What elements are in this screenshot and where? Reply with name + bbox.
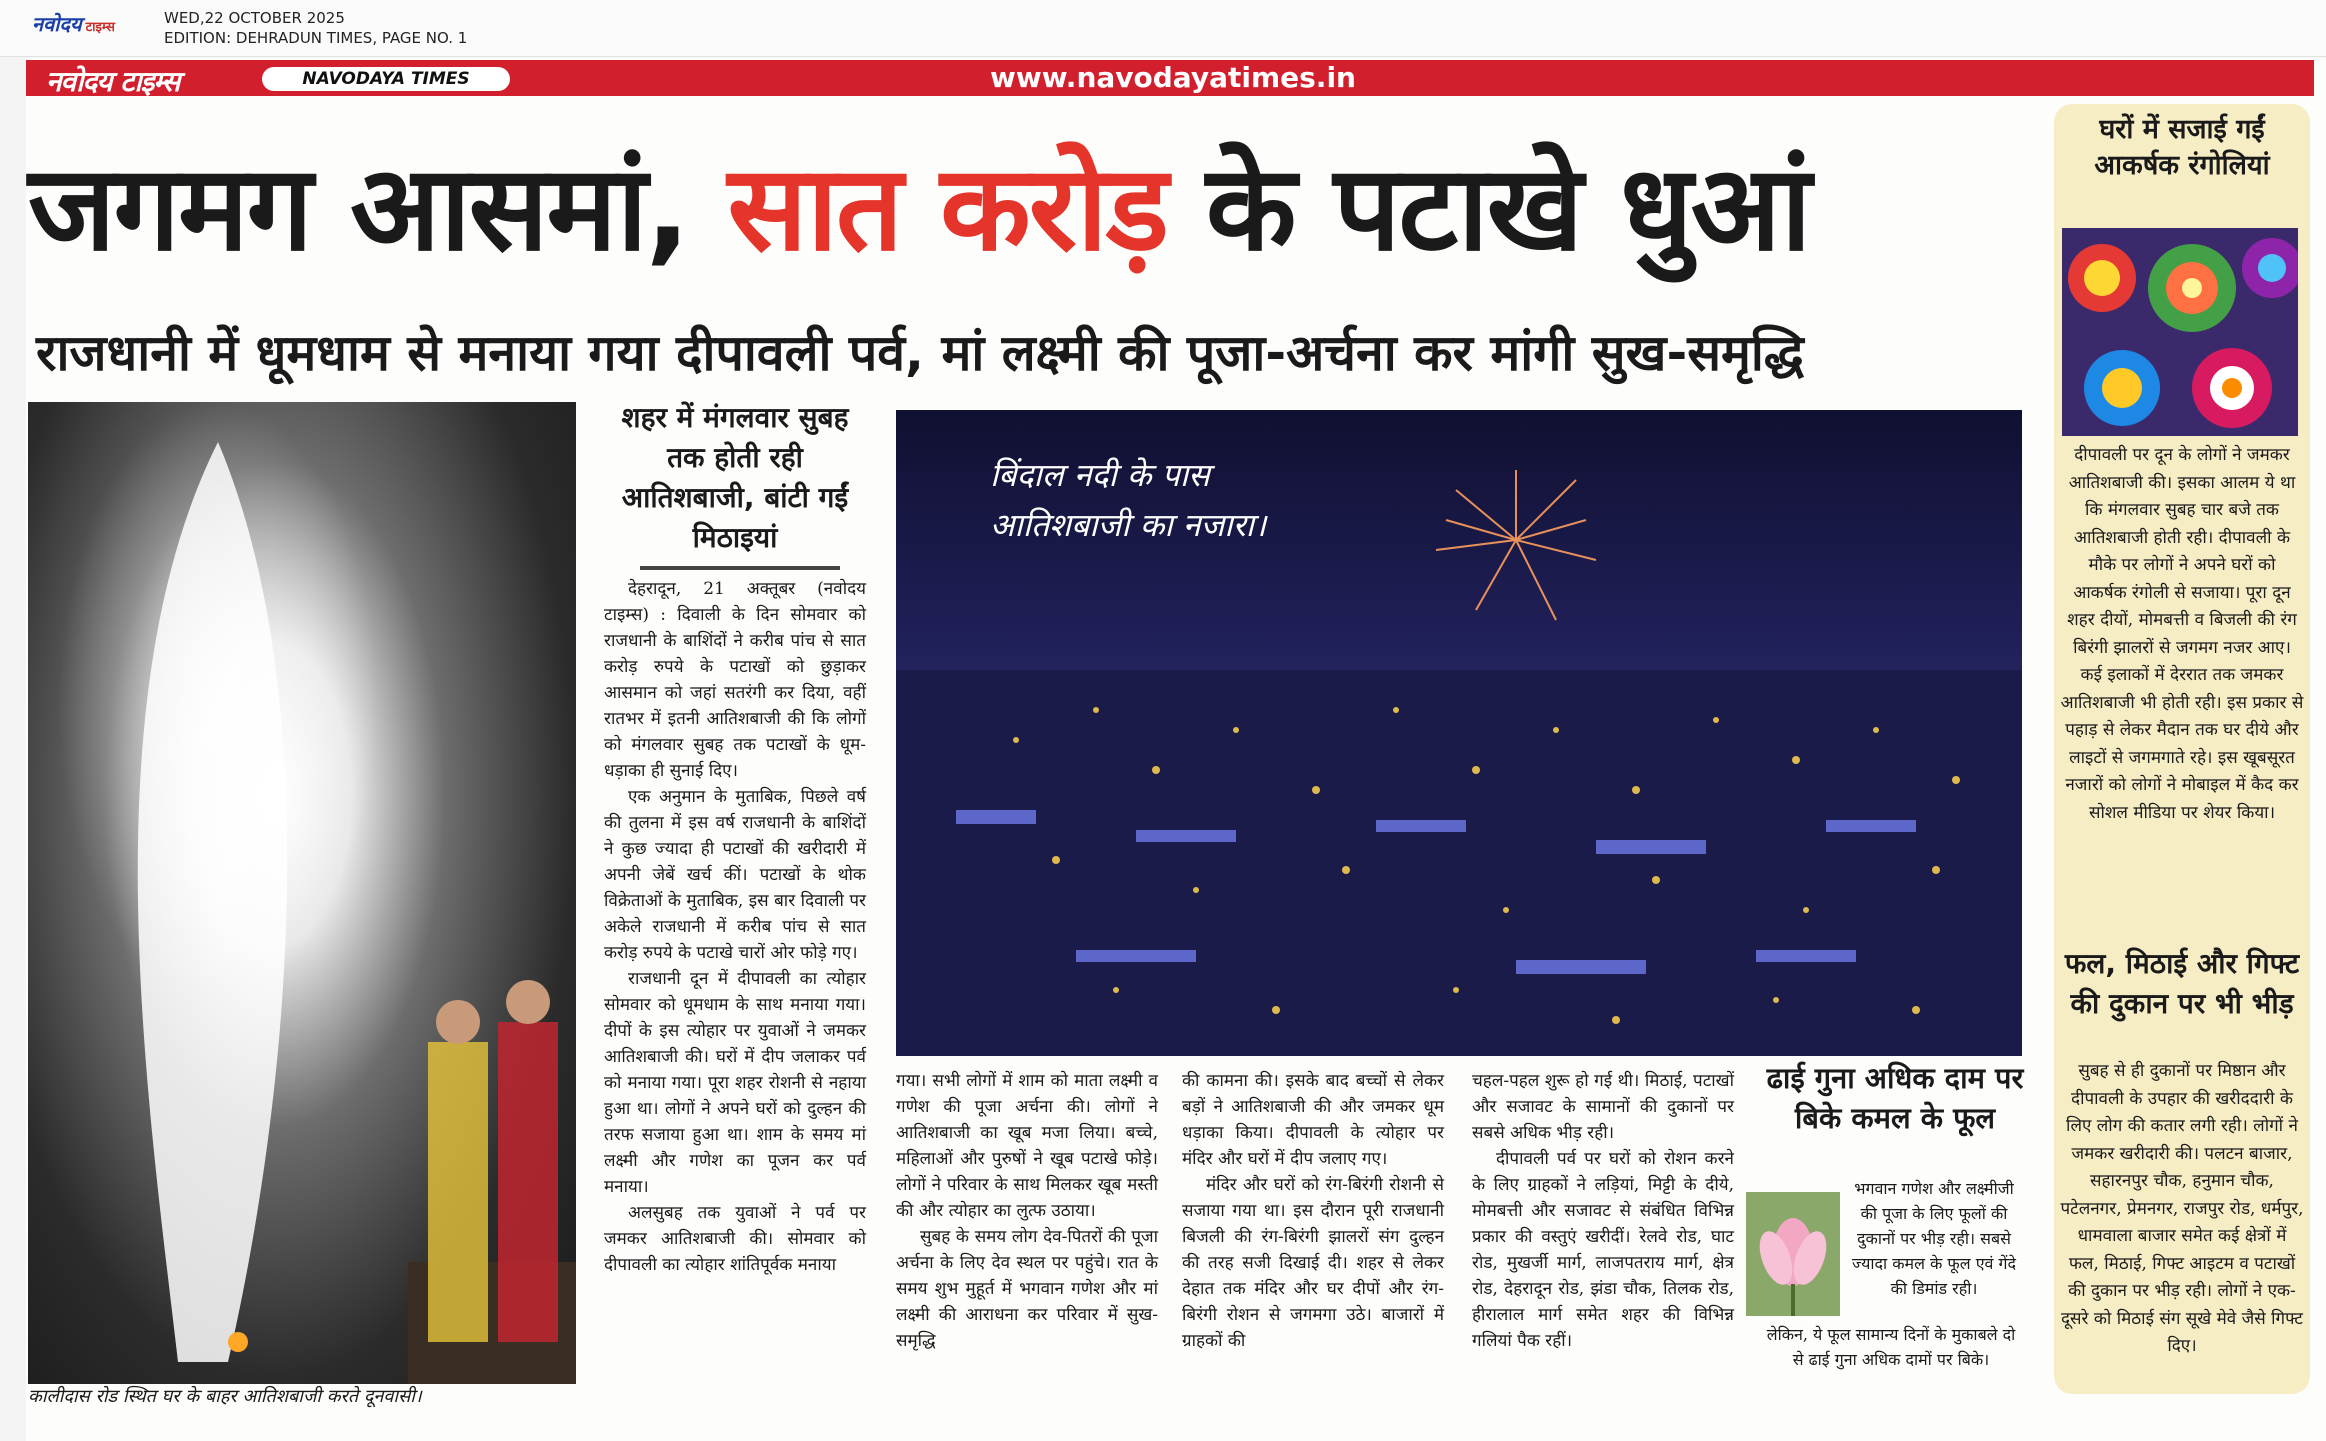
col3-paragraph-2: मंदिर और घरों को रंग-बिरंगी रोशनी से सजाया गया था। इस दौरान पूरी राजधानी बिजली की रंग-बिरंगी झालरों संग दुल्हन की तरह सजी दिखाई दी। शहर से लेकर देहात तक मंदिर और घर दीपों और रंग-बिरंगी रोशन से जगमगा उठे। बाजारों में ग्राहकों की: [1182, 1175, 1444, 1351]
edition-info: [164, 8, 467, 48]
headline-part1: जगमग आसमां,: [28, 139, 689, 277]
sub-headline: राजधानी में धूमधाम से मनाया गया दीपावली पर्व, मां लक्ष्मी की पूजा-अर्चना कर मांगी सुख-समृद्धि: [36, 324, 1804, 382]
sidebar-heading-rangoli: घरों में सजाई गईं आकर्षक रंगोलियां: [2094, 114, 2270, 181]
story-heading: शहर में मंगलवार सुबह तक होती रही आतिशबाजी, बांटी गईं मिठाइयां: [621, 401, 849, 554]
viewer-logo-text: नवोदय: [32, 12, 82, 36]
story-column-1: [604, 576, 866, 1278]
rangoli-graphic: [2062, 228, 2298, 436]
edition-date: WED,22 OCTOBER 2025: [164, 9, 345, 27]
lotus-flower-graphic: [1746, 1192, 1840, 1316]
viewer-logo-sub: टाइम्स: [85, 20, 115, 35]
sidebar-heading-shops: फल, मिठाई और गिफ्ट की दुकान पर भी भीड़: [2064, 947, 2300, 1020]
col4-paragraph-2: दीपावली पर्व पर घरों को रोशन करने के लिए ग्राहकों ने लड़ियां, मिट्टी के दीये, मोमबत्ती और सजावट से संबंधित विभिन्न प्रकार की वस्तुएं खरीदीं। रेलवे रोड, घाट रोड, मुखर्जी मार्ग, लाजपतराय मार्ग, क्षेत्र रोड, देहरादून रोड, झंडा चौक, तिलक रोड, हीरालाल मार्ग समेत शहर की विभिन्न गलियां पैक रहीं।: [1472, 1149, 1734, 1351]
rangoli-photo: [2062, 228, 2298, 436]
col3-paragraph-1: की कामना की। इसके बाद बच्चों से लेकर बड़ों ने आतिशबाजी की और जमकर धूम धड़ाका किया। दीपावली के त्योहार पर मंदिर और घरों में दीप जलाए गए।: [1182, 1071, 1444, 1169]
center-caption-line-2: आतिशबाजी का नजारा।: [990, 506, 1267, 544]
headline-red: सात करोड़: [727, 139, 1167, 277]
lotus-heading: ढाई गुना अधिक दाम पर बिके कमल के फूल: [1766, 1061, 2024, 1135]
col1-paragraph-4: अलसुबह तक युवाओं ने पर्व पर जमकर आतिशबाजी की। सोमवार को दीपावली का त्योहार शांतिपूर्वक मनाया: [604, 1203, 866, 1275]
lotus-text-1: भगवान गणेश और लक्ष्मीजी की पूजा के लिए फूलों की दुकानों पर भीड़ रही। सबसे ज्यादा कमल के फूल एवं गेंदे की डिमांड रही।: [1851, 1179, 2017, 1298]
col2-paragraph-1: गया। सभी लोगों में शाम को माता लक्ष्मी व गणेश की पूजा अर्चना की। लोगों ने आतिशबाजी का खूब मजा लिया। बच्चे, महिलाओं और पुरुषों ने खूब पटाखे फोड़े। लोगों ने परिवार के साथ मिलकर खूब मस्ती की और त्योहार का लुत्फ उठाया।: [896, 1071, 1158, 1221]
story-column-3: [1182, 1068, 1444, 1354]
headline-part2: के पटाखे धुआं: [1205, 139, 1810, 277]
col1-paragraph-2: एक अनुमान के मुताबिक, पिछले वर्ष की तुलना में इस वर्ष राजधानी के बाशिंदों ने कुछ ज्यादा ही पटाखों की खरीदारी में अपनी जेबें खर्च कीं। पटाखों के थोक विक्रेताओं के मुताबिक, इस बार दिवाली पर अकेले राजधानी में करीब पांच से सात करोड़ रुपये के पटाखे चारों ओर फोड़े गए।: [604, 787, 866, 963]
masthead-logo: नवोदय टाइम्स: [46, 65, 180, 98]
lotus-photo: [1746, 1192, 1840, 1316]
fireworks-photo-left: [28, 402, 576, 1384]
story-column-4: [1472, 1068, 1734, 1354]
story-heading-rule: [640, 566, 840, 570]
col1-paragraph-3: राजधानी दून में दीपावली का त्योहार सोमवार को धूमधाम के साथ मनाया गया। दीपों के इस त्योहार पर युवाओं ने जमकर आतिशबाजी की। घरों में दीप जलाकर पर्व को मनाया गया। पूरा शहर रोशनी से नहाया हुआ था। लोगों ने अपने घरों को दुल्हन की तरफ सजाया हुआ था। शाम के समय मां लक्ष्मी और गणेश का पूजन कर पर्व मनाया।: [604, 969, 866, 1197]
masthead-english-name: NAVODAYA TIMES: [262, 67, 510, 91]
center-caption-line-1: बिंदाल नदी के पास: [990, 456, 1210, 494]
viewer-logo[interactable]: [32, 10, 115, 37]
sidebar-text-shops: सुबह से ही दुकानों पर मिष्ठान और दीपावली के उपहार की खरीददारी के लिए लोग की कतार लगी रही। लोगों ने जमकर खरीदारी की। पलटन बाजार, सहारनपुर चौक, हनुमान चौक, पटेलनगर, प्रेमनगर, राजपुर रोड, धर्मपुर, धामवाला बाजार समेत कई क्षेत्रों में फल, मिठाई, गिफ्ट आइटम व पटाखों की दुकान पर भीड़ रही। लोगों ने एक-दूसरे को मिठाई संग सूखे मेवे जैसे गिफ्ट दिए।: [2060, 1061, 2304, 1356]
lotus-text-2: लेकिन, ये फूल सामान्य दिनों के मुकाबले दो से ढाई गुना अधिक दामों पर बिके।: [1766, 1325, 2016, 1369]
col2-paragraph-2: सुबह के समय लोग देव-पितरों की पूजा अर्चना के लिए देव स्थल पर पहुंचे। रात के समय शुभ मुहूर्त में भगवान गणेश और मां लक्ष्मी की आराधना कर परिवार में सुख-समृद्धि: [896, 1227, 1158, 1351]
center-photo-caption: [990, 450, 1266, 550]
story-column-2: [896, 1068, 1158, 1354]
fountain-firework-graphic: [28, 402, 576, 1384]
col1-paragraph-1: देहरादून, 21 अक्तूबर (नवोदय टाइम्स) : दिवाली के दिन सोमवार को राजधानी के बाशिंदों ने करीब पांच से सात करोड़ रुपये के पटाखों को छुड़ाकर आसमान को जहां सतरंगी कर दिया, वहीं रातभर में इतनी आतिशबाजी की कि लोगों को मंगलवार सुबह तक पटाखों के धूम-धड़ाका ही सुनाई दिए।: [604, 579, 866, 781]
masthead-website[interactable]: www.navodayatimes.in: [990, 61, 1356, 94]
col4-paragraph-1: चहल-पहल शुरू हो गई थी। मिठाई, पटाखों और सजावट के सामानों की दुकानों पर सबसे अधिक भीड़ रही।: [1472, 1071, 1734, 1143]
main-headline: [28, 138, 2038, 278]
sidebar-text-rangoli: दीपावली पर दून के लोगों ने जमकर आतिशबाजी की। इसका आलम ये था कि मंगलवार सुबह चार बजे तक आतिशबाजी होती रही। दीपावली के मौके पर लोगों ने अपने घरों को आकर्षक रंगोली से सजाया। पूरा दून शहर दीयों, मोमबत्ती व बिजली की रंग बिरंगी झालरों से जगमग नजर आए। कई इलाकों में देररात तक जमकर आतिशबाजी भी होती रही। इस प्रकार से पहाड़ से लेकर मैदान तक घर दीये और लाइटों से जगमगाते रहे। इस खूबसूरत नजारों को लोगों ने मोबाइल में कैद कर सोशल मीडिया पर शेयर किया।: [2060, 445, 2304, 823]
edition-name: EDITION: DEHRADUN TIMES, PAGE NO. 1: [164, 29, 468, 47]
photo-left-caption: कालीदास रोड स्थित घर के बाहर आतिशबाजी करते दूनवासी।: [28, 1386, 422, 1407]
